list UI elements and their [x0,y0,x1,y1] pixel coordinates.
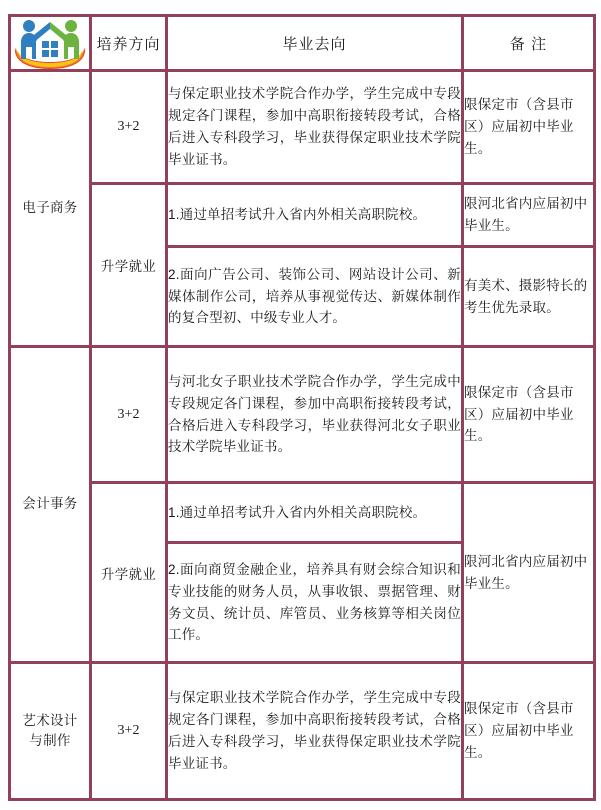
remark-cell: 有美术、摄影特长的考生优先录取。 [463,247,595,347]
direction-cell: 3+2 [91,347,167,483]
majors-table [8,14,596,801]
header-remark: 备 注 [463,16,595,71]
table-row [10,347,595,483]
header-destination: 毕业去向 [167,16,463,71]
destination-cell: 与河北女子职业技术学院合作办学，学生完成中专段规定各门课程，参加中高职衔接转段考试，合格后进入专科段学习，毕业获得河北女子职业技术学院毕业证书。 [167,347,463,483]
major-name-cell: 电子商务 [10,71,91,347]
destination-cell: 1.通过单招考试升入省内外相关高职院校。 [167,483,463,543]
direction-cell: 3+2 [91,71,167,184]
table-row [10,71,595,184]
direction-cell: 3+2 [91,663,167,800]
destination-cell: 2.面向广告公司、装饰公司、网站设计公司、新媒体制作公司，培养从事视觉传达、新媒体制作的复合型初、中级专业人才。 [167,247,463,347]
destination-cell: 与保定职业技术学院合作办学，学生完成中专段规定各门课程，参加中高职衔接转段考试，合格后进入专科段学习，毕业获得保定职业技术学院毕业证书。 [167,663,463,800]
remark-cell: 限河北省内应届初中毕业生。 [463,483,595,663]
table-row [10,184,595,247]
remark-cell: 限河北省内应届初中毕业生。 [463,184,595,247]
direction-cell: 升学就业 [91,184,167,347]
table-row [10,663,595,800]
destination-cell: 2.面向商贸金融企业，培养具有财会综合知识和专业技能的财务人员，从事收银、票据管理、财务文员、统计员、库管员、业务核算等相关岗位工作。 [167,543,463,663]
logo-cell [10,16,91,71]
header-direction: 培养方向 [91,16,167,71]
destination-cell: 与保定职业技术学院合作办学，学生完成中专段规定各门课程，参加中高职衔接转段考试，合格后进入专科段学习，毕业获得保定职业技术学院毕业证书。 [167,71,463,184]
remark-cell: 限保定市（含县市区）应届初中毕业生。 [463,663,595,800]
remark-cell: 限保定市（含县市区）应届初中毕业生。 [463,347,595,483]
major-name-cell: 会计事务 [10,347,91,663]
remark-cell: 限保定市（含县市区）应届初中毕业生。 [463,71,595,184]
table-row [10,483,595,543]
school-logo-icon [11,17,89,69]
major-name-cell: 艺术设计 与制作 [10,663,91,800]
direction-cell: 升学就业 [91,483,167,663]
table-header-row [10,16,595,71]
destination-cell: 1.通过单招考试升入省内外相关高职院校。 [167,184,463,247]
